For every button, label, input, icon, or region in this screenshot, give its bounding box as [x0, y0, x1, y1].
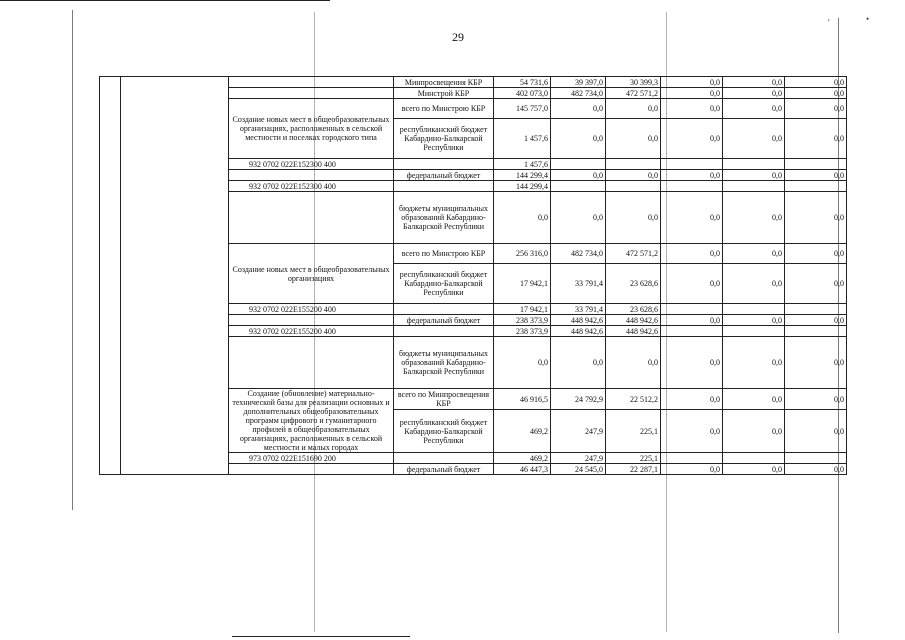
- amount-cell-4: 0,0: [661, 389, 723, 410]
- source-cell-empty: [394, 326, 494, 337]
- description-cell-empty: [229, 88, 394, 99]
- budget-code: 932 0702 022E152300 400: [229, 181, 394, 192]
- project-title: Создание (обновление) материально-технической базы для реализации основных и дополнительных общеобразовательных программ цифрового и гуманитарного профилей в общеобразовательных организациях, расположенных в сельской местности и малых городах: [229, 389, 394, 453]
- amount-cell-6: 0,0: [785, 77, 847, 88]
- amount-cell-2: 0,0: [551, 170, 606, 181]
- amount-cell-1: 144 299,4: [494, 181, 551, 192]
- amount-cell-2: 247,9: [551, 453, 606, 464]
- description-cell-empty: [229, 192, 394, 244]
- funding-source: Минстрой КБР: [394, 88, 494, 99]
- amount-cell-5: 0,0: [723, 244, 785, 264]
- amount-cell-2: 0,0: [551, 337, 606, 389]
- scan-speck: •: [866, 14, 870, 24]
- project-title: Создание новых мест в общеобразовательных организациях, расположенных в сельской местности и поселках городского типа: [229, 99, 394, 159]
- amount-cell-5: 0,0: [723, 464, 785, 475]
- amount-cell-5: 0,0: [723, 315, 785, 326]
- amount-cell-4: [661, 453, 723, 464]
- amount-cell-1: 17 942,1: [494, 304, 551, 315]
- amount-cell-6: 0,0: [785, 410, 847, 453]
- amount-cell-3: 472 571,2: [606, 88, 661, 99]
- funding-source: республиканский бюджет Кабардино-Балкарской Республики: [394, 119, 494, 159]
- amount-cell-1: 54 731,6: [494, 77, 551, 88]
- budget-code: 932 0702 022E155200 400: [229, 326, 394, 337]
- amount-cell-2: 448 942,6: [551, 315, 606, 326]
- description-cell-empty: [229, 77, 394, 88]
- amount-cell-1: 1 457,6: [494, 119, 551, 159]
- amount-cell-5: [723, 453, 785, 464]
- amount-cell-4: 0,0: [661, 337, 723, 389]
- amount-cell-1: 238 373,9: [494, 315, 551, 326]
- amount-cell-4: 0,0: [661, 192, 723, 244]
- amount-cell-2: [551, 181, 606, 192]
- source-cell-empty: [394, 304, 494, 315]
- amount-cell-5: 0,0: [723, 88, 785, 99]
- funding-source: Минпросвещения КБР: [394, 77, 494, 88]
- source-cell-empty: [394, 181, 494, 192]
- amount-cell-5: 0,0: [723, 119, 785, 159]
- amount-cell-3: 23 628,6: [606, 264, 661, 304]
- amount-cell-3: 0,0: [606, 119, 661, 159]
- funding-source: всего по Минстрою КБР: [394, 244, 494, 264]
- amount-cell-6: 0,0: [785, 119, 847, 159]
- amount-cell-2: 482 734,0: [551, 88, 606, 99]
- source-cell-empty: [394, 453, 494, 464]
- amount-cell-3: 0,0: [606, 337, 661, 389]
- amount-cell-3: 448 942,6: [606, 326, 661, 337]
- amount-cell-6: 0,0: [785, 315, 847, 326]
- amount-cell-3: 472 571,2: [606, 244, 661, 264]
- project-title: Создание новых мест в общеобразовательных организациях: [229, 244, 394, 304]
- amount-cell-4: 0,0: [661, 464, 723, 475]
- amount-cell-2: 0,0: [551, 192, 606, 244]
- event-column: [121, 77, 229, 475]
- page-number: 29: [452, 30, 464, 44]
- funding-source: бюджеты муниципальных образований Кабардино-Балкарской Республики: [394, 337, 494, 389]
- amount-cell-5: 0,0: [723, 192, 785, 244]
- amount-cell-2: 448 942,6: [551, 326, 606, 337]
- amount-cell-1: 0,0: [494, 337, 551, 389]
- amount-cell-6: 0,0: [785, 244, 847, 264]
- description-cell-empty: [229, 464, 394, 475]
- amount-cell-5: [723, 181, 785, 192]
- budget-code: 932 0702 022E152300 400: [229, 159, 394, 170]
- amount-cell-1: 1 457,6: [494, 159, 551, 170]
- amount-cell-6: [785, 181, 847, 192]
- funding-source: бюджеты муниципальных образований Кабардино-Балкарской Республики: [394, 192, 494, 244]
- amount-cell-6: 0,0: [785, 170, 847, 181]
- description-cell-empty: [229, 337, 394, 389]
- amount-cell-3: [606, 181, 661, 192]
- amount-cell-3: 225,1: [606, 410, 661, 453]
- amount-cell-4: 0,0: [661, 99, 723, 119]
- amount-cell-3: 22 287,1: [606, 464, 661, 475]
- amount-cell-2: 0,0: [551, 119, 606, 159]
- amount-cell-5: 0,0: [723, 410, 785, 453]
- source-cell-empty: [394, 159, 494, 170]
- description-cell-empty: [229, 170, 394, 181]
- amount-cell-6: 0,0: [785, 337, 847, 389]
- amount-cell-5: 0,0: [723, 170, 785, 181]
- amount-cell-6: [785, 453, 847, 464]
- amount-cell-3: 448 942,6: [606, 315, 661, 326]
- funding-source: федеральный бюджет: [394, 170, 494, 181]
- amount-cell-5: 0,0: [723, 337, 785, 389]
- amount-cell-6: [785, 304, 847, 315]
- amount-cell-5: 0,0: [723, 264, 785, 304]
- amount-cell-1: 256 316,0: [494, 244, 551, 264]
- scan-speck: ʳ: [828, 16, 830, 26]
- amount-cell-6: 0,0: [785, 88, 847, 99]
- amount-cell-6: 0,0: [785, 389, 847, 410]
- amount-cell-4: 0,0: [661, 244, 723, 264]
- amount-cell-4: 0,0: [661, 410, 723, 453]
- amount-cell-5: 0,0: [723, 389, 785, 410]
- amount-cell-6: [785, 159, 847, 170]
- amount-cell-1: 46 447,3: [494, 464, 551, 475]
- amount-cell-3: [606, 159, 661, 170]
- amount-cell-4: [661, 304, 723, 315]
- funding-source: республиканский бюджет Кабардино-Балкарской Республики: [394, 410, 494, 453]
- amount-cell-4: 0,0: [661, 77, 723, 88]
- funding-source: всего по Минпросвещения КБР: [394, 389, 494, 410]
- amount-cell-5: [723, 326, 785, 337]
- amount-cell-1: 144 299,4: [494, 170, 551, 181]
- amount-cell-6: [785, 326, 847, 337]
- amount-cell-2: 482 734,0: [551, 244, 606, 264]
- amount-cell-2: 24 545,0: [551, 464, 606, 475]
- amount-cell-2: [551, 159, 606, 170]
- amount-cell-1: 145 757,0: [494, 99, 551, 119]
- amount-cell-5: 0,0: [723, 99, 785, 119]
- amount-cell-3: 225,1: [606, 453, 661, 464]
- amount-cell-3: 0,0: [606, 192, 661, 244]
- amount-cell-4: 0,0: [661, 119, 723, 159]
- amount-cell-5: [723, 304, 785, 315]
- source-row: [100, 77, 847, 88]
- amount-cell-4: 0,0: [661, 315, 723, 326]
- amount-cell-1: 469,2: [494, 453, 551, 464]
- amount-cell-1: 46 916,5: [494, 389, 551, 410]
- amount-cell-2: 39 397,0: [551, 77, 606, 88]
- description-cell-empty: [229, 315, 394, 326]
- amount-cell-6: 0,0: [785, 464, 847, 475]
- amount-cell-1: 17 942,1: [494, 264, 551, 304]
- amount-cell-2: 247,9: [551, 410, 606, 453]
- amount-cell-2: 24 792,9: [551, 389, 606, 410]
- amount-cell-4: 0,0: [661, 170, 723, 181]
- funding-source: федеральный бюджет: [394, 315, 494, 326]
- amount-cell-4: [661, 181, 723, 192]
- amount-cell-6: 0,0: [785, 264, 847, 304]
- amount-cell-2: 33 791,4: [551, 304, 606, 315]
- amount-cell-4: [661, 326, 723, 337]
- scan-bottom-rule: [232, 636, 410, 637]
- amount-cell-2: 33 791,4: [551, 264, 606, 304]
- scan-top-rule: [0, 0, 330, 1]
- amount-cell-1: 469,2: [494, 410, 551, 453]
- funding-source: федеральный бюджет: [394, 464, 494, 475]
- amount-cell-3: 0,0: [606, 170, 661, 181]
- amount-cell-4: [661, 159, 723, 170]
- funding-source: всего по Минстрою КБР: [394, 99, 494, 119]
- index-column: [100, 77, 121, 475]
- scan-left-margin-line: [72, 10, 73, 510]
- budget-table: [99, 76, 847, 475]
- amount-cell-5: [723, 159, 785, 170]
- amount-cell-4: 0,0: [661, 264, 723, 304]
- amount-cell-2: 0,0: [551, 99, 606, 119]
- amount-cell-4: 0,0: [661, 88, 723, 99]
- amount-cell-6: 0,0: [785, 192, 847, 244]
- amount-cell-3: 0,0: [606, 99, 661, 119]
- amount-cell-3: 22 512,2: [606, 389, 661, 410]
- amount-cell-1: 238 373,9: [494, 326, 551, 337]
- budget-code: 932 0702 022E155200 400: [229, 304, 394, 315]
- amount-cell-1: 0,0: [494, 192, 551, 244]
- funding-source: республиканский бюджет Кабардино-Балкарской Республики: [394, 264, 494, 304]
- amount-cell-5: 0,0: [723, 77, 785, 88]
- budget-code: 973 0702 022E151690 200: [229, 453, 394, 464]
- amount-cell-3: 23 628,6: [606, 304, 661, 315]
- amount-cell-6: 0,0: [785, 99, 847, 119]
- amount-cell-1: 402 073,0: [494, 88, 551, 99]
- amount-cell-3: 30 399,3: [606, 77, 661, 88]
